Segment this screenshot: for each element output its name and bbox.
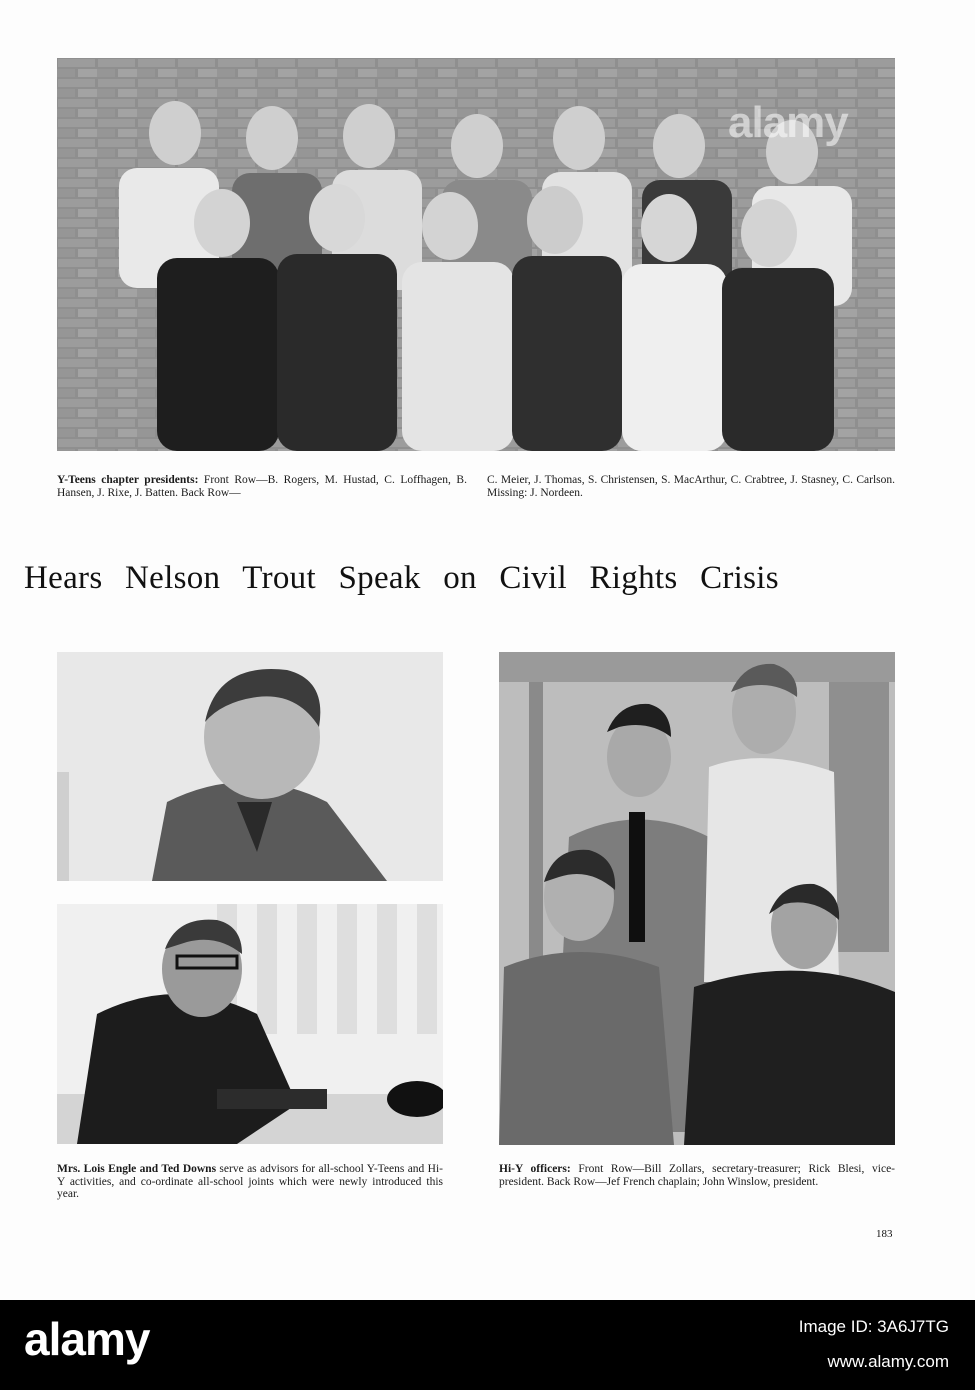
y-teens-caption-left xyxy=(57,474,467,499)
caption-text: Front Row—B. Rogers, M. Hustad, C. Loffhagen, B. Hansen, J. Rixe, J. Batten. Back Row— xyxy=(57,474,467,499)
caption-text: Front Row—Bill Zollars, secretary-treasurer; Rick Blesi, vice-president. Back Row—Jef French chaplain; John Winslow, president. xyxy=(499,1163,896,1188)
page-number: 183 xyxy=(876,1228,893,1240)
image-id: Image ID: 3A6J7TG xyxy=(798,1317,949,1336)
watermark: alamy xyxy=(728,98,848,147)
headline-word: Trout xyxy=(242,560,316,596)
officers-caption xyxy=(499,1163,895,1188)
headline-word: Civil xyxy=(499,560,567,596)
caption-bold: Hi-Y officers: xyxy=(499,1163,571,1175)
caption-text: C. Meier, J. Thomas, S. Christensen, S. MacArthur, C. Crabtree, J. Stasney, C. Carlson. Missing: J. Nordeen. xyxy=(487,474,895,499)
headline-word: on xyxy=(443,560,477,596)
site-link[interactable]: www.alamy.com xyxy=(827,1352,949,1371)
hi-y-officers-photo xyxy=(499,652,895,1145)
headline-word: Speak xyxy=(338,560,421,596)
y-teens-caption-right xyxy=(487,474,895,499)
alamy-logo[interactable]: alamy xyxy=(24,1313,150,1365)
caption-text: serve as advisors for all-school Y-Teens and Hi-Y activities, and co-ordinate all-school joints which were newly introduced this year. xyxy=(57,1163,443,1200)
headline-word: Crisis xyxy=(700,560,779,596)
headline-word: Rights xyxy=(589,560,678,596)
headline-word: Hears xyxy=(24,560,103,596)
advisor-man-photo xyxy=(57,904,443,1144)
stock-footer xyxy=(0,1300,975,1390)
advisors-caption xyxy=(57,1163,443,1201)
page-headline xyxy=(24,560,954,597)
headline-word: Nelson xyxy=(125,560,221,596)
caption-bold: Mrs. Lois Engle and Ted Downs xyxy=(57,1163,217,1175)
caption-bold: Y-Teens chapter presidents: xyxy=(57,474,199,486)
advisor-woman-photo xyxy=(57,652,443,881)
